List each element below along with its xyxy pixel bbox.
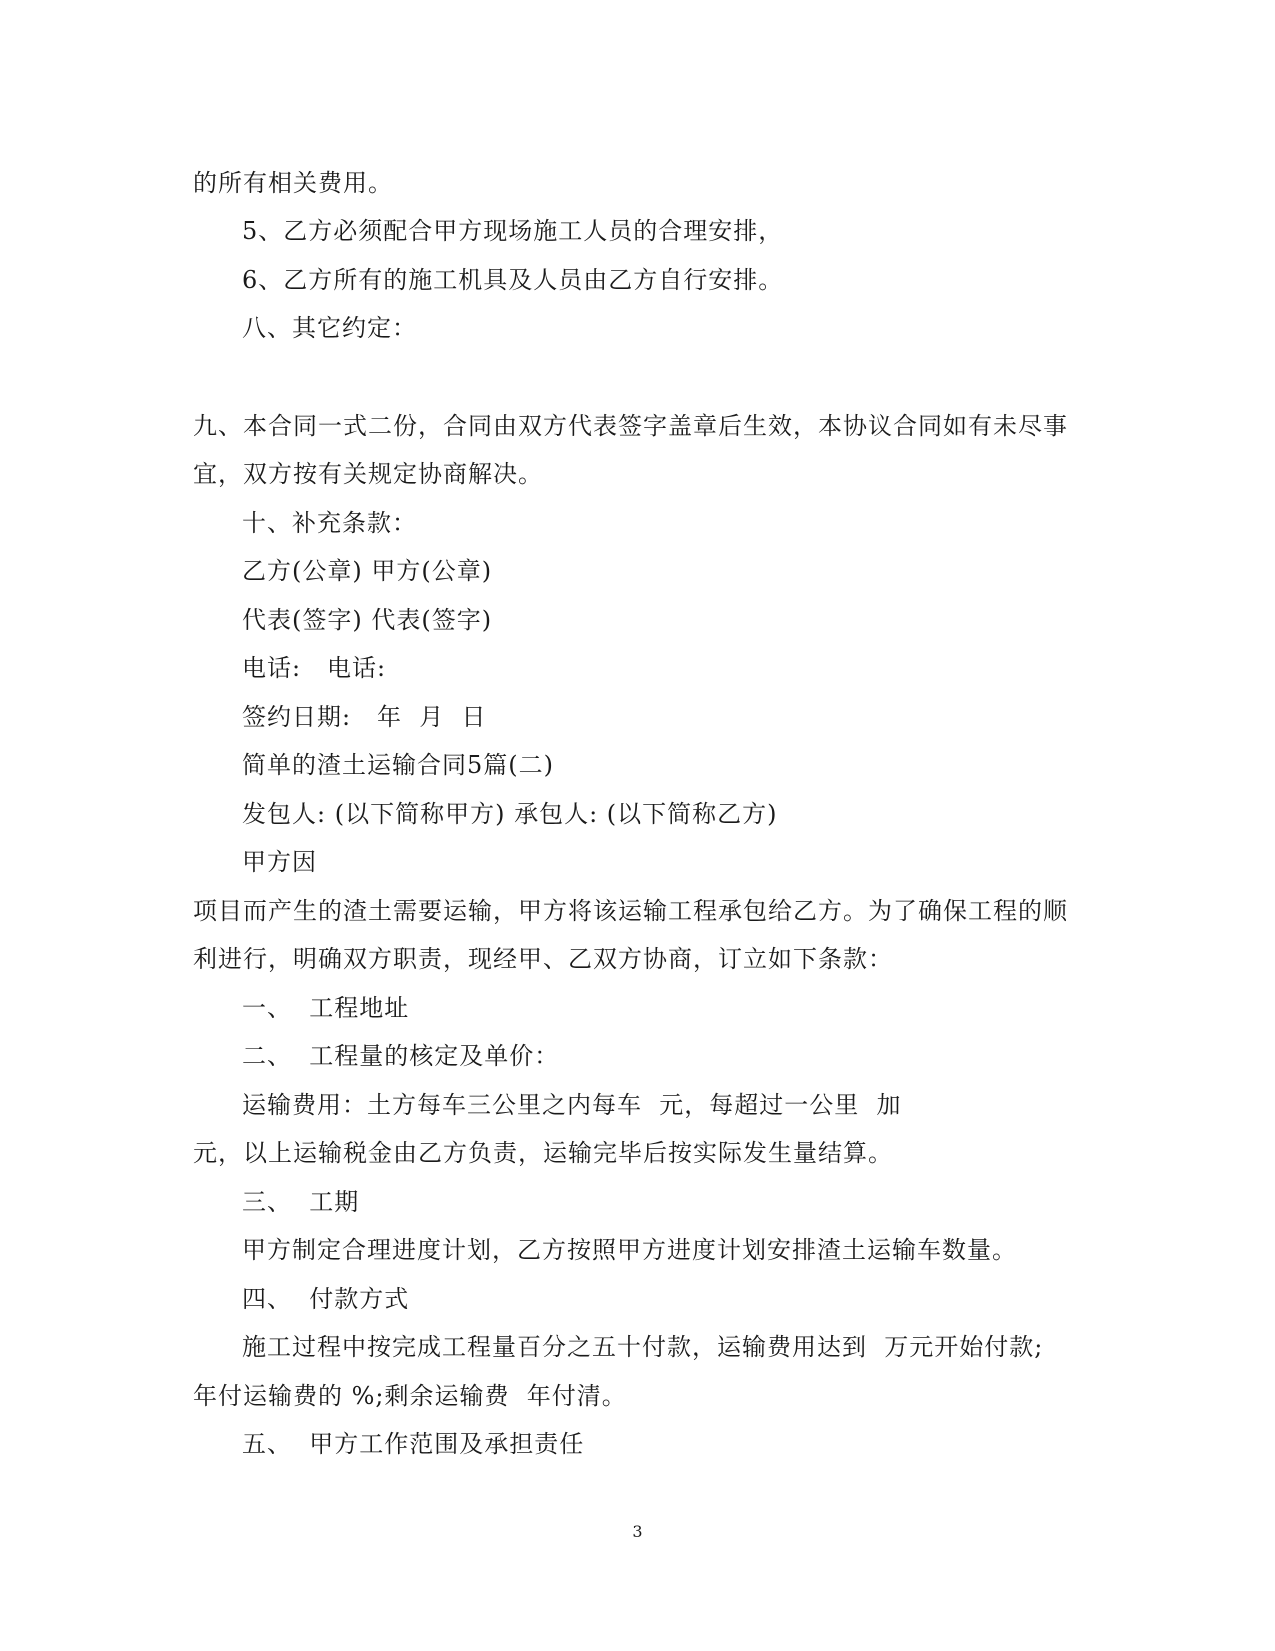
section-heading: 三、 工期 — [242, 1188, 360, 1216]
text-line: 5、乙方必须配合甲方现场施工人员的合理安排， — [242, 217, 784, 245]
text-line: 运输费用：土方每车三公里之内每车 元，每超过一公里 加 — [242, 1091, 902, 1119]
text-line: 利进行，明确双方职责，现经甲、乙双方协商，订立如下条款： — [193, 945, 893, 973]
text-line: 项目而产生的渣土需要运输，甲方将该运输工程承包给乙方。为了确保工程的顺 — [193, 897, 1068, 925]
parties-line: 发包人: (以下简称甲方) 承包人: (以下简称乙方) — [242, 800, 778, 828]
signature-seal-line: 乙方(公章) 甲方(公章) — [242, 557, 493, 585]
contract-title: 简单的渣土运输合同5篇(二) — [242, 751, 554, 779]
section-heading: 五、 甲方工作范围及承担责任 — [242, 1430, 585, 1458]
text-line: 年付运输费的 %;剩余运输费 年付清。 — [193, 1382, 627, 1410]
section-heading: 八、其它约定： — [242, 314, 417, 342]
text-line: 甲方因 — [242, 848, 317, 876]
text-line: 元，以上运输税金由乙方负责，运输完毕后按实际发生量结算。 — [193, 1139, 893, 1167]
section-heading: 二、 工程量的核定及单价： — [242, 1042, 560, 1070]
signing-date-line: 签约日期: 年 月 日 — [242, 703, 487, 731]
text-line: 6、乙方所有的施工机具及人员由乙方自行安排。 — [242, 266, 784, 294]
signature-representative-line: 代表(签字) 代表(签字) — [242, 606, 493, 634]
section-heading: 一、 工程地址 — [242, 994, 410, 1022]
phone-line: 电话: 电话: — [242, 654, 387, 682]
text-line: 施工过程中按完成工程量百分之五十付款，运输费用达到 万元开始付款; — [242, 1333, 1044, 1361]
text-line: 宜，双方按有关规定协商解决。 — [193, 460, 543, 488]
page-number: 3 — [632, 1522, 643, 1541]
section-heading: 四、 付款方式 — [242, 1285, 410, 1313]
text-line: 九、本合同一式二份，合同由双方代表签字盖章后生效，本协议合同如有未尽事 — [193, 412, 1068, 440]
text-line: 的所有相关费用。 — [193, 169, 393, 197]
section-heading: 十、补充条款： — [242, 509, 417, 537]
text-line: 甲方制定合理进度计划，乙方按照甲方进度计划安排渣土运输车数量。 — [242, 1236, 1017, 1264]
